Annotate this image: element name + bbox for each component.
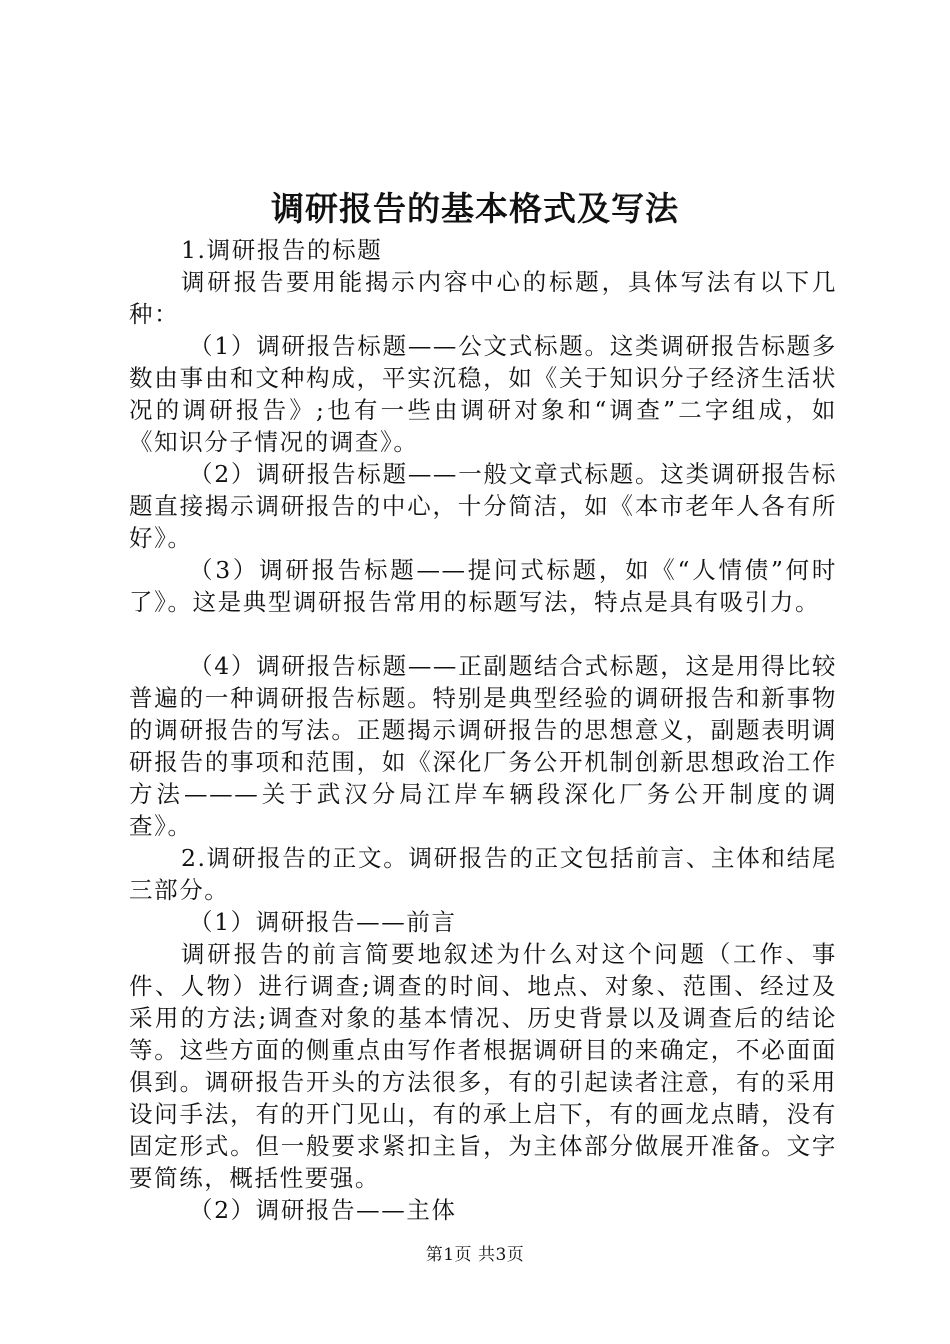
document-body xyxy=(129,234,837,1226)
paragraph-preface: 调研报告的前言简要地叙述为什么对这个问题（工作、事件、人物）进行调查;调查的时间、地点、对象、范围、经过及采用的方法;调查对象的基本情况、历史背景以及调查后的结论等。这些方面的侧重点由写作者根据调研目的来确定，不必面面俱到。调研报告开头的方法很多，有的引起读者注意，有的采用设问手法，有的开门见山，有的承上启下，有的画龙点睛，没有固定形式。但一般要求紧扣主旨，为主体部分做展开准备。文字要简练，概括性要强。 xyxy=(129,940,837,1192)
document-title: 调研报告的基本格式及写法 xyxy=(271,189,679,228)
section-heading-body: 2.调研报告的正文。调研报告的正文包括前言、主体和结尾三部分。 xyxy=(129,844,837,904)
section-heading-title: 1.调研报告的标题 xyxy=(181,236,383,264)
page-number-footer: 第1页 共3页 xyxy=(425,1245,525,1265)
paragraph-title-type-4: （4）调研报告标题——正副题结合式标题，这是用得比较普遍的一种调研报告标题。特别是典型经验的调研报告和新事物的调研报告的写法。正题揭示调研报告的思想意义，副题表明调研报告的事项和范围，如《深化厂务公开机制创新思想政治工作方法———关于武汉分局江岸车辆段深化厂务公开制度的调查》。 xyxy=(129,652,837,840)
paragraph-title-type-2: （2）调研报告标题——一般文章式标题。这类调研报告标题直接揭示调研报告的中心，十分简洁，如《本市老年人各有所好》。 xyxy=(129,460,837,552)
paragraph-intro: 调研报告要用能揭示内容中心的标题，具体写法有以下几种： xyxy=(129,268,837,328)
subheading-main-body: （2）调研报告——主体 xyxy=(189,1196,457,1224)
paragraph-title-type-1: （1）调研报告标题——公文式标题。这类调研报告标题多数由事由和文种构成，平实沉稳，如《关于知识分子经济生活状况的调研报告》;也有一些由调研对象和“调查”二字组成，如《知识分子情况的调查》。 xyxy=(129,332,837,456)
subheading-preface: （1）调研报告——前言 xyxy=(189,908,457,936)
paragraph-title-type-3: （3）调研报告标题——提问式标题，如《“人情债”何时了》。这是典型调研报告常用的标题写法，特点是具有吸引力。 xyxy=(129,556,837,616)
